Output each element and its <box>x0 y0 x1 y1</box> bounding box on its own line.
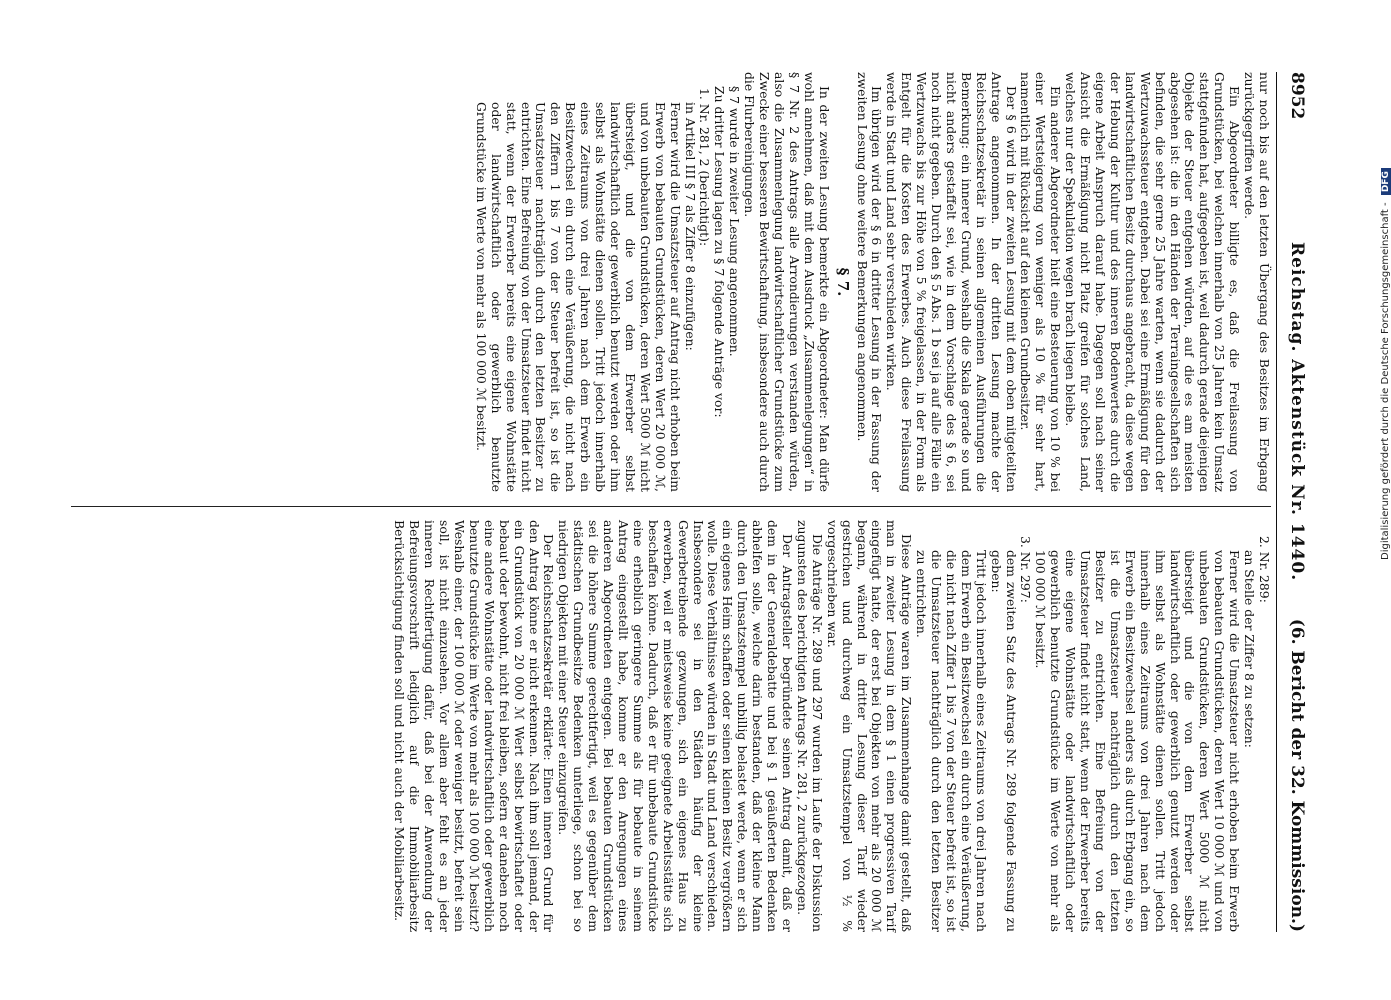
right-column <box>71 520 1271 932</box>
paragraph: Diese Anträge waren im Zusammenhange damit gestellt, daß man in zweiter Lesung in dem § 1 einen progressiven Tarif eingefügt hatte, der erst bei Objekten von mehr als 20 000 ℳ begann, während in dritter Lesung dieser Tarif wieder gestrichen und durchweg ein Umsatzstempel von ½ % vorgeschrieben war. <box>824 520 915 932</box>
motion-item: 3. Nr. 297: <box>1018 536 1034 603</box>
paragraph: nur noch bis auf den letzten Übergang des Besitzes im Erbgang zurückgegriffen werde. <box>1242 72 1272 492</box>
motion-instruction: in Artikel III § 7 als Ziffer 8 einzufügen: <box>682 102 698 351</box>
paragraph: Zu dritter Lesung lagen zu § 7 folgende Anträge vor: <box>712 86 728 418</box>
dfg-logo: DFG <box>1381 168 1391 195</box>
paragraph: Ein anderer Abgeordneter hielt eine Besteuerung von 10 % bei einer Wertsteigerung von weniger als 10 % für sehr hart, namentlich mit Rücksicht auf den kleinen Grundbesitzer. <box>1018 72 1064 492</box>
column-divider <box>71 506 1271 507</box>
header-title: Reichstag. Aktenstück Nr. 1440. <box>1287 242 1307 582</box>
paragraph: Der Reichsschatzsekretär erklärte: Einen inneren Grund für den Antrag könne er nicht erkennen. Nach ihm soll jemand, der ein Grundstück von 20 000 ℳ Wert selbst bewirtschaftet oder bebaut oder bewohnt, nicht frei bleiben, sofern er daneben noch eine andere Wohnstätte oder landwirtschaftlich oder gewerblich benutzte Grundstücke im Werte von mehr als 100 000 ℳ besitzt? Weshalb einer, der 100 000 ℳ oder weniger besitzt, befreit sein soll, ist nicht einzusehen. Vor allem aber fehlt es an jeder inneren Rechtfertigung dafür, daß bei der Anwendung der Befreiungsvorschrift lediglich auf die Immobiliarbesitz Berücksichtigung finden soll und nicht auch der Mobiliarbesitz. <box>392 520 557 932</box>
paragraph: Die Anträge Nr. 289 und 297 wurden im Laufe der Diskussion zugunsten des berichtigten Antrags Nr. 281, 2 zurückgezogen. <box>794 520 825 932</box>
page-number: 8952 <box>1287 72 1307 120</box>
paragraph: In der zweiten Lesung bemerkte ein Abgeordneter: Man dürfe wohl annehmen, daß mit dem Ausdruck „Zusammenlegungen“ in § 7 Nr. 2 des Antrags alle Arrondierungen verstanden würden, also die Zusammenlegung landwirtschaftlicher Grundstücke zum Zwecke einer besseren Bewirtschaftung, insbesondere auch durch die Flurbereinigungen. <box>742 72 832 492</box>
paragraph: Der Antragsteller begründete seinen Antrag damit, daß er dem in der Generaldebatte und bei § 1 geäußerten Bedenken abhelfen solle, welche darin bestanden, daß der kleine Mann durch den Umsatzstempel unbillig belastet werde, wenn er sich ein eigenes Heim schaffen oder seinen kleinen Besitz vergrößern wolle. Diese Verhältnisse würden in Stadt und Land verschieden. Insbesondere sei in den Städten häufig der kleine Gewerbetreibende gezwungen, sich ein eigenes Haus zu erwerben, weil er mietsweise keine geeignete Arbeitsstätte sich beschaffen könne. Dadurch, daß er für unbebaute Grundstücke eine erheblich geringere Summe als für bebaute in seinem Antrag eingestellt habe, komme er den Anregungen eines anderen Abgeordneten entgegen. Bei bebauten Grundstücken sei die höhere Summe gerechtfertigt, weil es gegenüber dem städtischen Grundbesitze Bedenken unterliege, schon bei so niedrigen Objekten mit einer Steuer einzugreifen. <box>556 520 795 932</box>
page-header <box>1281 72 1307 932</box>
paragraph: Im übrigen wird der § 6 in dritter Lesung in der Fassung der zweiten Lesung ohne weitere Bemerkungen angenommen. <box>854 72 885 492</box>
section-heading: § 7. <box>833 267 852 297</box>
paragraph: § 7 wurde in zweiter Lesung angenommen. <box>727 86 743 357</box>
motion-item: 1. Nr. 281, 2 (berichtigt): <box>697 88 713 247</box>
motion-text: Ferner wird die Umsatzsteuer nicht erhoben beim Erwerb von bebauten Grundstücken, deren Wert 10 000 ℳ und von unbebauten Grundstücken, deren Wert 5000 ℳ nicht übersteigt und die von dem Erwerber selbst landwirtschaftlich oder gewerblich genutzt werden oder ihm selbst als Wohnstätte dienen sollen. Tritt jedoch innerhalb eines Zeitraums von drei Jahren nach dem Erwerb ein Besitzwechsel anders als durch Erbgang ein, so ist die Umsatzsteuer nachträglich durch den letzten Besitzer zu entrichten. Eine Befreiung von der Umsatzsteuer findet nicht statt, wenn der Erwerber bereits eine eigene Wohnstätte oder landwirtschaftlich oder gewerblich benutzte Grundstücke im Werte von mehr als 100 000 ℳ besitzt. <box>1033 550 1243 932</box>
left-column <box>71 72 1271 492</box>
digitization-credit <box>1380 168 1391 560</box>
header-rule <box>1276 72 1277 932</box>
motion-text: Tritt jedoch innerhalb eines Zeitraums von drei Jahren nach dem Erwerb ein Besitzwechsel ein durch eine Veräußerung, die nicht nach Ziffer 1 bis 7 von der Steuer befreit ist, so ist die Umsatzsteuer nachträglich durch den letzten Besitzer zu entrichten. <box>914 550 989 932</box>
header-report: (6. Bericht der 32. Kommission.) <box>1287 618 1307 932</box>
credit-text: Digitalisierung gefördert durch die Deutsche Forschungsgemeinschaft - <box>1380 202 1391 560</box>
motion-instruction: an Stelle der Ziffer 8 zu setzen: <box>1242 550 1258 748</box>
paragraph: Der § 6 wird in der zweiten Lesung mit dem oben mitgeteilten Antrage angenommen. In der dritten Lesung machte der Reichsschatzsekretär in seinen allgemeinen Ausführungen die Bemerkung: ein innerer Grund, weshalb die Skala gerade so und nicht anders gestaffelt sei, wie in dem Vorschlage des § 6, sei noch nicht gegeben. Durch den § 5 Abs. 1 b sei ja auf alle Fälle ein Wertzuwachs bis zur Höhe von 5 % freigelassen, in der Form als Entgelt für die Kosten des Erwerbes. Auch diese Freilassung werde in Stadt und Land sehr verschieden wirken. <box>884 72 1019 492</box>
motion-text: Ferner wird die Umsatzsteuer auf Antrag nicht erhoben beim Erwerb von bebauten Grundstücken, deren Wert 20 000 ℳ, und von unbebauten Grundstücken, deren Wert 5000 ℳ nicht übersteigt, und die von dem Erwerber selbst landwirtschaftlich oder gewerblich benutzt werden oder ihm selbst als Wohnstätte dienen sollen. Tritt jedoch innerhalb eines Zeitraums von drei Jahren nach dem Erwerb ein Besitzwechsel ein durch eine Veräußerung, die nicht nach den Ziffern 1 bis 7 von der Steuer befreit ist, so ist die Umsatzsteuer nachträglich durch den letzten Besitzer zu entrichten. Eine Befreiung von der Umsatzsteuer findet nicht statt, wenn der Erwerber bereits eine eigene Wohnstätte oder landwirtschaftlich oder gewerblich benutzte Grundstücke im Werte von mehr als 100 000 ℳ besitzt. <box>473 102 683 492</box>
motion-item: 2. Nr. 289: <box>1257 536 1272 603</box>
motion-instruction: dem zweiten Satz des Antrags Nr. 289 folgende Fassung zu geben: <box>988 550 1019 932</box>
rotated-document-page <box>67 72 1307 932</box>
paragraph: Ein Abgeordneter billigte es, daß die Freilassung von Grundstücken, bei welchen innerhalb von 25 Jahren kein Umsatz stattgefunden hat, aufgegeben ist, weil dadurch gerade diejenigen Objekte der Steuer entgehen würden, auf die es am meisten abgesehen ist: die in den Händen der Terraingesellschaften sich befinden, die sehr gerne 25 Jahre warten, wenn sie dadurch der Wertzuwachssteuer entgehen. Dabei sei eine Ermäßigung für den landwirtschaftlichen Besitz durchaus angebracht, da diese wegen der Hebung der Kultur und des inneren Bodenwertes durch die eigene Arbeit Anspruch darauf habe. Dagegen soll nach seiner Ansicht die Ermäßigung nicht Platz greifen für solches Land, welches nur der Spekulation wegen brach liegen bleibe. <box>1063 72 1243 492</box>
